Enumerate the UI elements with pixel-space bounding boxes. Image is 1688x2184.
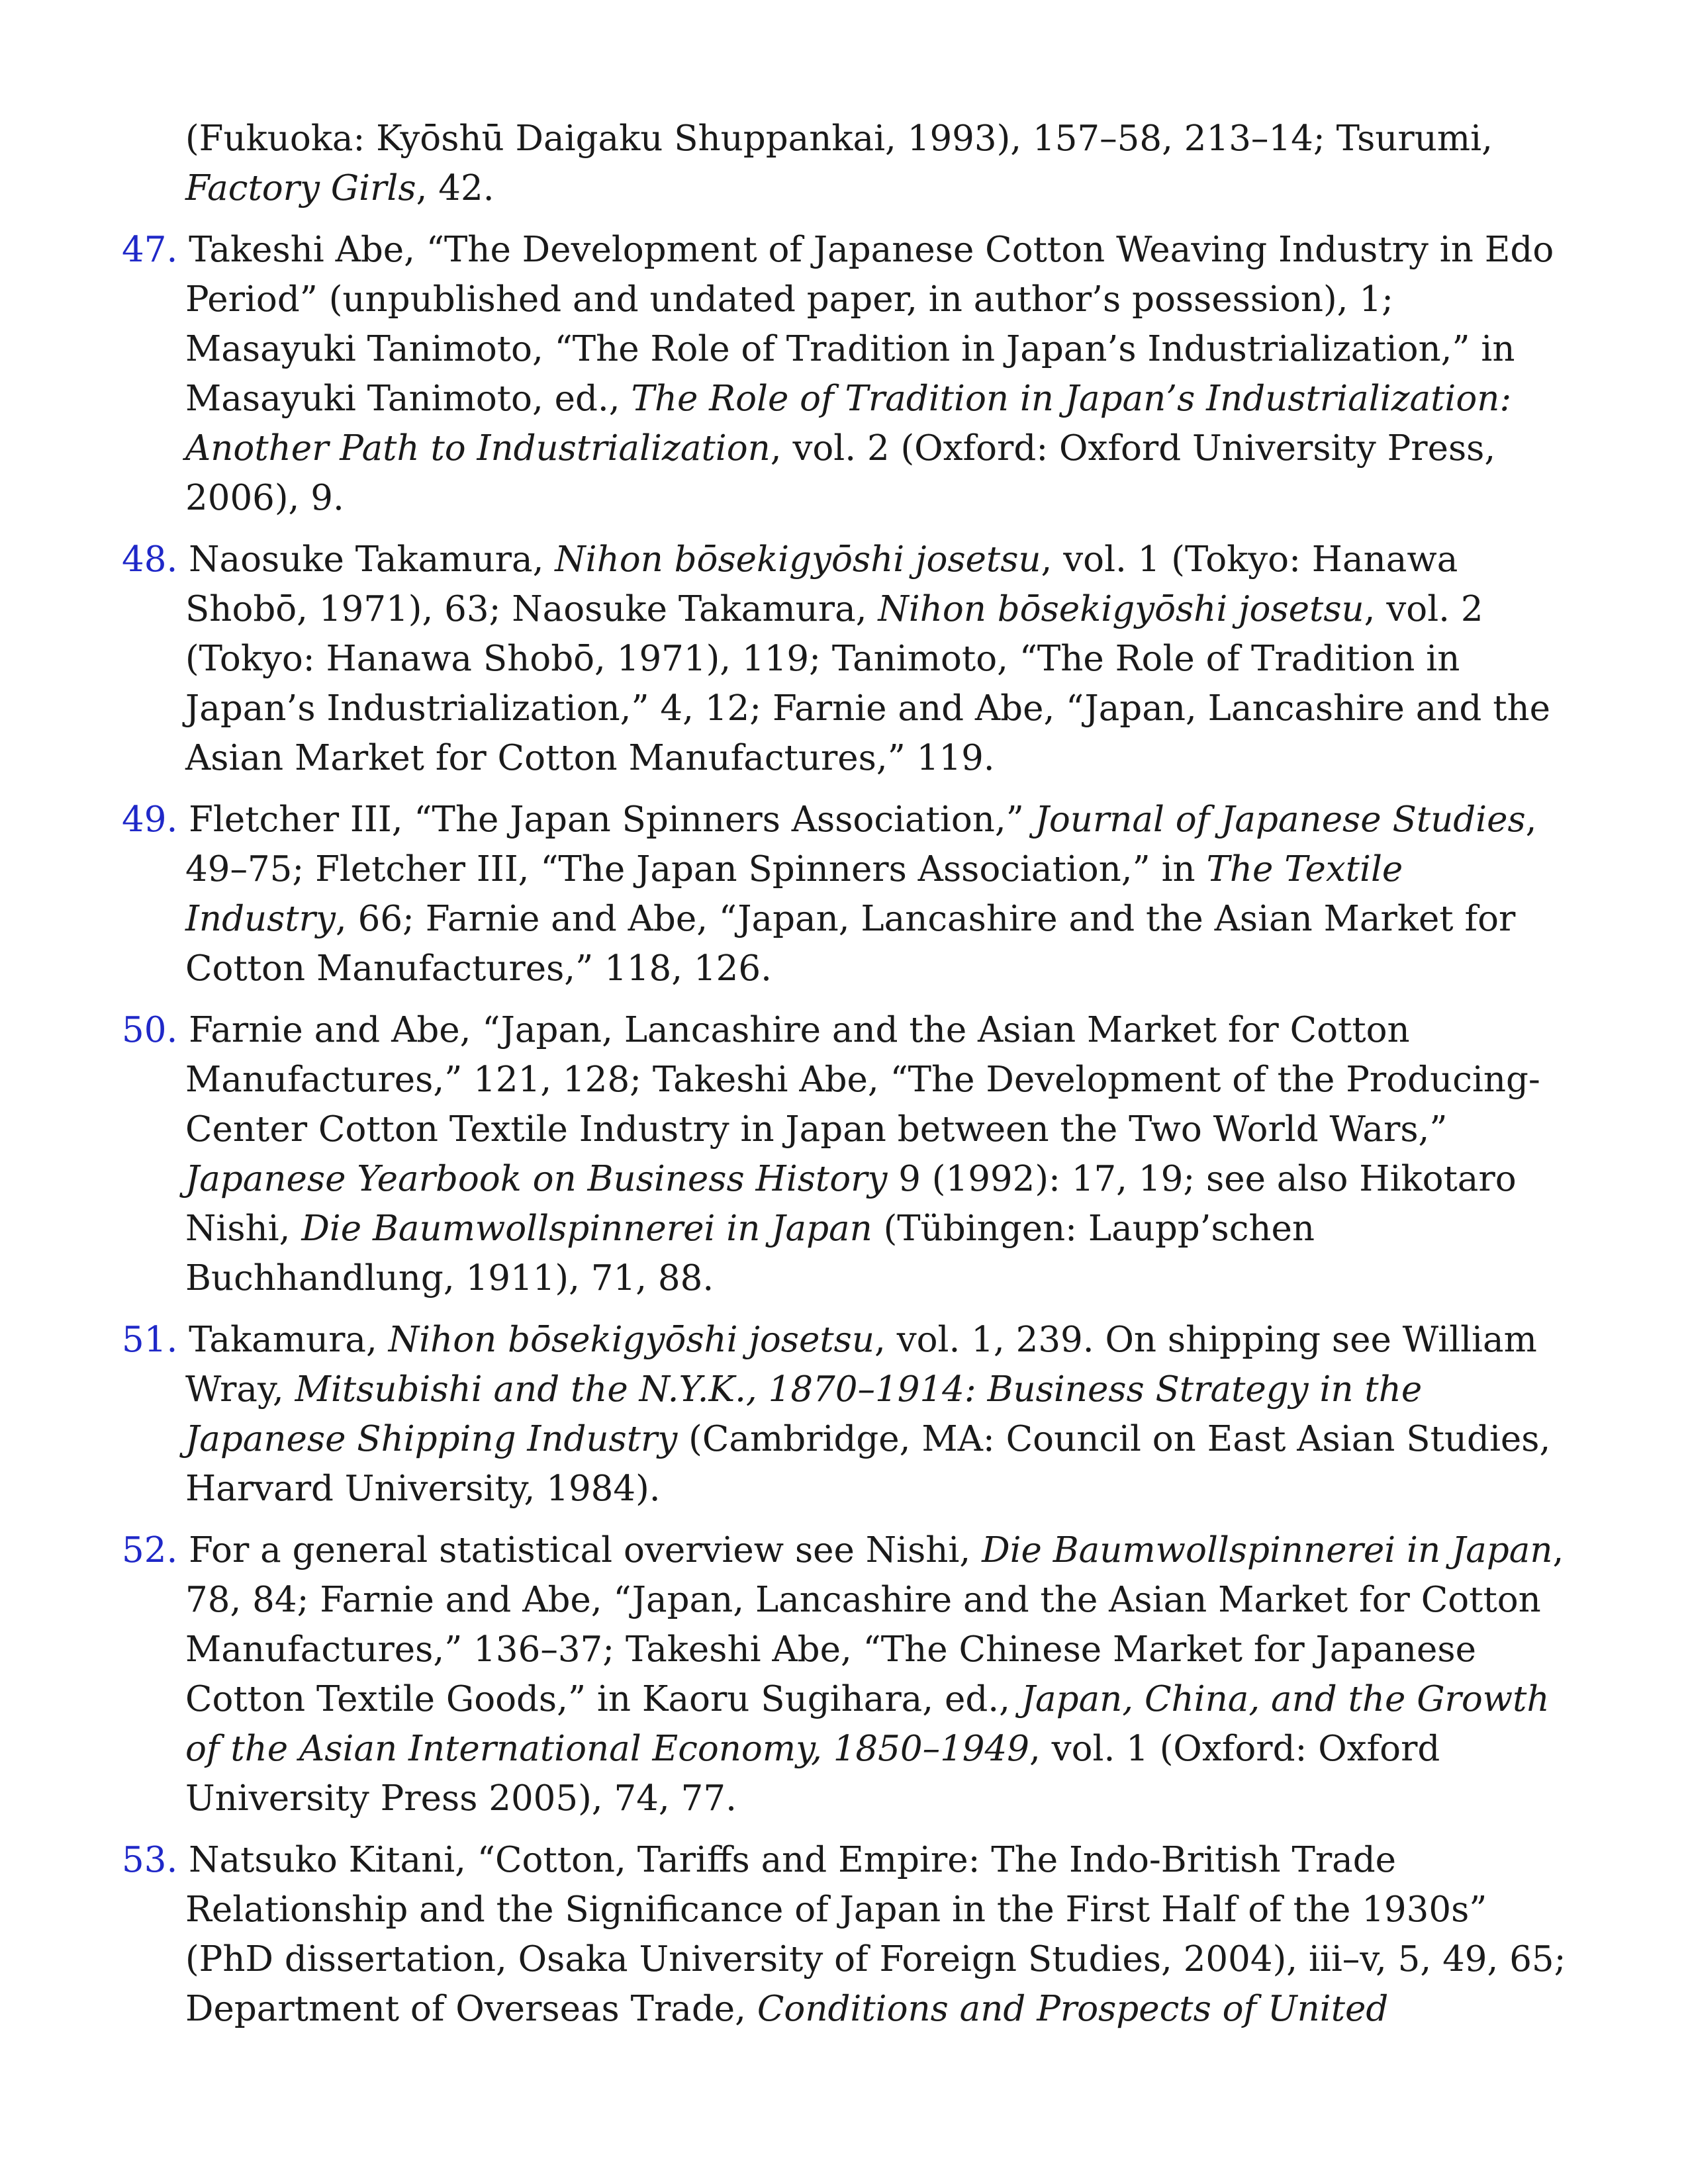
note-text: , vol. 1 (Tokyo: Hanawa Shobō, 1971), 63; Naosuke Takamura, bbox=[185, 539, 1458, 629]
endnotes-list bbox=[122, 114, 1569, 2034]
endnote-number-link[interactable]: 52. bbox=[122, 1530, 178, 1570]
endnote-47 bbox=[122, 225, 1569, 523]
italic-title: Die Baumwollspinnerei in Japan bbox=[982, 1530, 1553, 1570]
note-text: Farnie and Abe, “Japan, Lancashire and the Asian Market for Cotton Manufactures,” 121, 128; Takeshi Abe, “The Development of the Producing-Center Cotton Textile Industry in Japan between the Two World Wars,” bbox=[185, 1010, 1540, 1150]
note-text: , vol. 1, 239. On shipping see William Wray, bbox=[185, 1320, 1537, 1410]
note-text: Naosuke Takamura, bbox=[189, 539, 555, 580]
endnote-53 bbox=[122, 1835, 1569, 2034]
italic-title: Conditions and Prospects of United bbox=[757, 1989, 1389, 2029]
note-text: (Cambridge, MA: Council on East Asian Studies, Harvard University, 1984). bbox=[185, 1419, 1551, 1509]
endnote-48 bbox=[122, 535, 1569, 783]
italic-title: Nihon bōsekigyōshi josetsu bbox=[555, 539, 1041, 580]
note-text: Natsuko Kitani, “Cotton, Tariffs and Empire: The Indo-British Trade Relationship and the Significance of Japan in the First Half of the 1930s” (PhD dissertation, Osaka University of Foreign Studies, 2004), iii–v, 5, 49, 65; Department of Overseas Trade, bbox=[185, 1840, 1566, 2029]
note-text: (Tübingen: Laupp’schen Buchhandlung, 1911), 71, 88. bbox=[185, 1208, 1315, 1298]
endnote-number-link[interactable]: 47. bbox=[122, 230, 178, 270]
endnote-number-link[interactable]: 49. bbox=[122, 799, 178, 840]
note-text: , vol. 2 (Tokyo: Hanawa Shobō, 1971), 119; Tanimoto, “The Role of Tradition in Japan’s Industrialization,” 4, 12; Farnie and Abe, “Japan, Lancashire and the Asian Market for Cotton Manufactures,” 119. bbox=[185, 589, 1551, 778]
italic-title: Factory Girls bbox=[185, 168, 416, 208]
note-text: Takamura, bbox=[189, 1320, 389, 1360]
italic-title: Japanese Yearbook on Business History bbox=[185, 1159, 888, 1199]
note-text: , 66; Farnie and Abe, “Japan, Lancashire and the Asian Market for Cotton Manufactures,” 118, 126. bbox=[185, 899, 1516, 989]
endnote-number-link[interactable]: 53. bbox=[122, 1840, 178, 1880]
italic-title: Japan, China, and the Growth of the Asian International Economy, 1850–1949 bbox=[185, 1679, 1550, 1769]
note-text: , 42. bbox=[416, 168, 494, 208]
endnote-51 bbox=[122, 1315, 1569, 1514]
note-text: Takeshi Abe, “The Development of Japanese Cotton Weaving Industry in Edo Period” (unpublished and undated paper, in author’s possession), 1; Masayuki Tanimoto, “The Role of Tradition in Japan’s Industrialization,” in Masayuki Tanimoto, ed., bbox=[185, 230, 1554, 419]
italic-title: The Role of Tradition in Japan’s Industrialization: Another Path to Industrialization bbox=[185, 379, 1512, 469]
italic-title: Nihon bōsekigyōshi josetsu bbox=[388, 1320, 874, 1360]
endnote-50 bbox=[122, 1005, 1569, 1303]
italic-title: Nihon bōsekigyōshi josetsu bbox=[878, 589, 1364, 629]
note-text: 9 (1992): 17, 19; see also Hikotaro Nishi, bbox=[185, 1159, 1517, 1249]
endnote-number-link[interactable]: 50. bbox=[122, 1010, 178, 1050]
italic-title: The Textile Industry bbox=[185, 849, 1403, 939]
endnote-continued bbox=[185, 114, 1569, 213]
note-text: (Fukuoka: Kyōshū Daigaku Shuppankai, 1993), 157–58, 213–14; Tsurumi, bbox=[185, 118, 1493, 159]
note-text: , 49–75; Fletcher III, “The Japan Spinners Association,” in bbox=[185, 799, 1537, 889]
italic-title: Mitsubishi and the N.Y.K., 1870–1914: Business Strategy in the Japanese Shipping Industry bbox=[185, 1369, 1423, 1459]
endnote-number-link[interactable]: 51. bbox=[122, 1320, 178, 1360]
italic-title: Journal of Japanese Studies bbox=[1035, 799, 1526, 840]
note-text: , vol. 1 (Oxford: Oxford University Press 2005), 74, 77. bbox=[185, 1729, 1440, 1819]
note-text: , 78, 84; Farnie and Abe, “Japan, Lancashire and the Asian Market for Cotton Manufactures,” 136–37; Takeshi Abe, “The Chinese Market for Japanese Cotton Textile Goods,” in Kaoru Sugihara, ed., bbox=[185, 1530, 1564, 1719]
italic-title: Die Baumwollspinnerei in Japan bbox=[301, 1208, 872, 1249]
note-text: , vol. 2 (Oxford: Oxford University Press, 2006), 9. bbox=[185, 428, 1496, 518]
note-text: Fletcher III, “The Japan Spinners Association,” bbox=[189, 799, 1035, 840]
endnote-number-link[interactable]: 48. bbox=[122, 539, 178, 580]
endnote-49 bbox=[122, 795, 1569, 993]
endnote-52 bbox=[122, 1525, 1569, 1823]
note-text: For a general statistical overview see Nishi, bbox=[189, 1530, 982, 1570]
